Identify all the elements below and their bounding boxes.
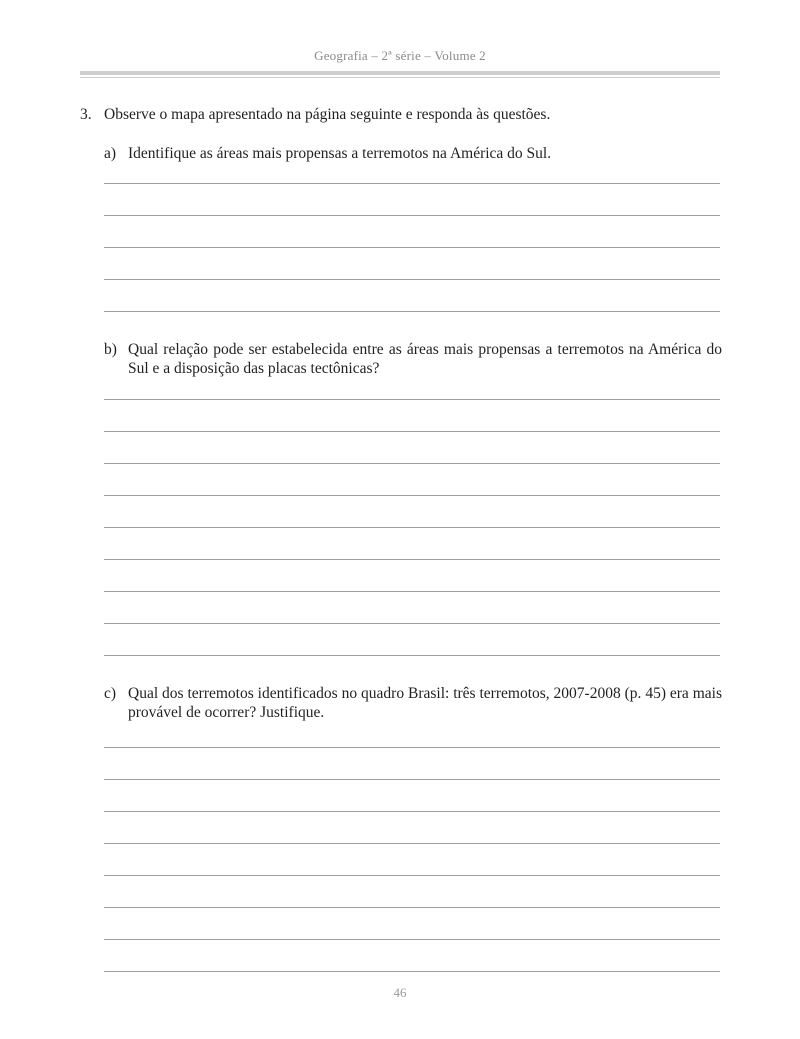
- answer-line: [104, 495, 720, 496]
- answer-line: [104, 463, 720, 464]
- answer-line: [104, 971, 720, 972]
- page-number: 46: [393, 985, 407, 1000]
- answer-line: [104, 623, 720, 624]
- answer-line: [104, 747, 720, 748]
- item-c-text: Qual dos terremotos identificados no quadro Brasil: três terremotos, 2007-2008 (p. 45) era mais provável de ocorrer? Justifique.: [128, 685, 722, 721]
- answer-line: [104, 431, 720, 432]
- answer-line: [104, 843, 720, 844]
- answer-line: [104, 399, 720, 400]
- answer-line: [104, 907, 720, 908]
- item-a-text: Identifique as áreas mais propensas a terremotos na América do Sul.: [128, 145, 552, 162]
- header-rule-thin: [80, 77, 720, 78]
- answer-line: [104, 875, 720, 876]
- answer-line: [104, 811, 720, 812]
- answer-line: [104, 939, 720, 940]
- header-title: Geografia – 2ª série – Volume 2: [314, 48, 486, 63]
- item-c-letter: c): [104, 685, 117, 702]
- answer-line: [104, 215, 720, 216]
- answer-line: [104, 779, 720, 780]
- answer-line: [104, 527, 720, 528]
- answer-line: [104, 183, 720, 184]
- header-rule-thick: [80, 71, 720, 75]
- answer-line: [104, 311, 720, 312]
- answer-line: [104, 559, 720, 560]
- answer-line: [104, 591, 720, 592]
- answer-line: [104, 279, 720, 280]
- item-b-letter: b): [104, 341, 117, 358]
- question-text: Observe o mapa apresentado na página seguinte e responda às questões.: [104, 106, 551, 123]
- question-number: 3.: [80, 106, 92, 123]
- answer-line: [104, 655, 720, 656]
- item-b-text: Qual relação pode ser estabelecida entre as áreas mais propensas a terremotos na América do Sul e a disposição das placas tectônicas?: [128, 341, 722, 377]
- item-a-letter: a): [104, 145, 117, 162]
- answer-line: [104, 247, 720, 248]
